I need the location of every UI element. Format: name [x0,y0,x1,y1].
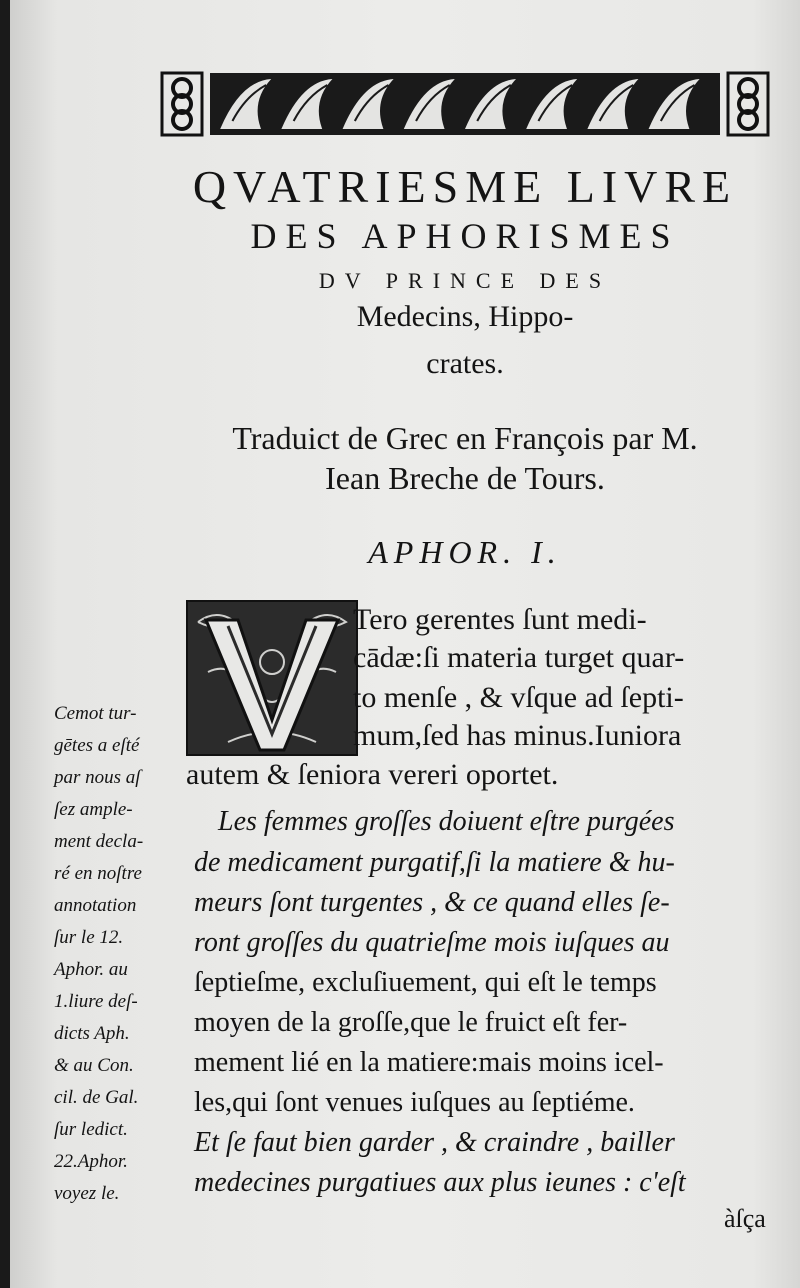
french-line-9: Et ſe faut bien garder , & craindre , bailler [194,1127,675,1158]
title-line-1: QVATRIESME LIVRE [192,161,738,212]
margin-note-line: par nous aſ [54,767,141,788]
latin-line-2: cādæ:ſi materia turget quar- [353,641,685,674]
latin-line-1: Tero gerentes ſunt medi- [353,603,647,636]
book-page [10,0,800,1288]
margin-note-line: annotation [54,895,137,916]
title-line-4: Medecins, Hippo- [356,300,574,333]
margin-note-line: & au Con. [54,1055,134,1076]
margin-note-line: ment decla- [54,831,144,852]
leaf-frieze [210,71,720,137]
title-line-2: DES APHORISMES [250,216,680,256]
latin-line-4: mum,ſed has minus.Iuniora [353,719,682,752]
knot-ornament-left [160,71,204,137]
margin-note-line: ſez ample- [54,799,133,820]
french-line-2: de medicament purgatif,ſi la matiere & hu- [194,847,675,878]
french-line-10: medecines purgatiues aux plus ieunes : c'eſt [194,1167,686,1198]
translator-line-2: Iean Breche de Tours. [325,460,605,496]
margin-note-line: ſur le 12. [54,927,124,948]
title-line-3: DV PRINCE DES [318,268,612,293]
margin-note-line: voyez le. [54,1183,120,1204]
margin-note-line: cil. de Gal. [54,1087,139,1108]
margin-note [54,698,194,1210]
french-line-8: les,qui ſont venues iuſques au ſeptiéme. [194,1087,635,1118]
french-line-7: mement lié en la matiere:mais moins icel- [194,1047,664,1078]
latin-line-5: autem & ſeniora vereri oportet. [186,758,559,791]
margin-note-line: ſur ledict. [54,1119,128,1140]
catchword: àſça [724,1204,766,1233]
margin-note-line: ré en noſtre [54,863,142,884]
margin-note-line: dicts Aph. [54,1023,130,1044]
french-line-5: ſeptieſme, excluſiuement, qui eſt le temps [194,967,657,998]
headpiece-ornament [160,68,770,140]
drop-cap-initial [186,600,358,756]
latin-line-3: to menſe , & vſque ad ſepti- [353,681,684,714]
margin-note-line: gētes a eſté [54,735,140,756]
french-line-1: Les femmes groſſes doiuent eſtre purgées [218,806,675,837]
french-line-3: meurs ſont turgentes , & ce quand elles ſe- [194,887,670,918]
translator-line-1: Traduict de Grec en François par M. [232,420,698,456]
margin-note-line: Cemot tur- [54,703,137,724]
french-line-6: moyen de la groſſe,que le fruict eſt fer- [194,1007,628,1038]
knot-ornament-right [726,71,770,137]
french-line-4: ront groſſes du quatrieſme mois iuſques au [194,927,670,958]
margin-note-line: 22.Aphor. [54,1151,128,1172]
margin-note-line: 1.liure deſ- [54,991,138,1012]
margin-note-line: Aphor. au [54,959,128,980]
aphorism-heading: APHOR. I. [368,534,562,570]
title-line-5: crates. [426,347,504,380]
